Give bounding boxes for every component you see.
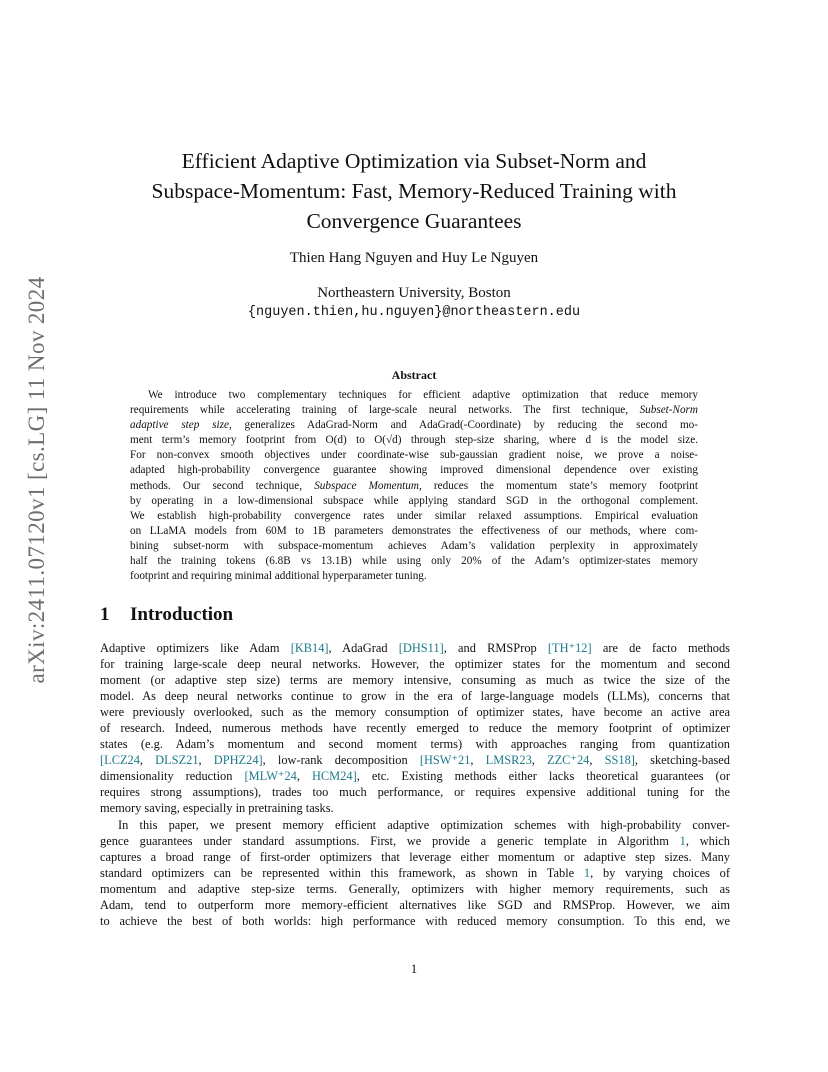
citation-link[interactable]: ZZC⁺24 (547, 753, 590, 768)
abstract-line: methods. Our second technique, Subspace Momentum, reduces the momentum state’s memory footprint (130, 479, 698, 492)
citation-link[interactable]: DPHZ24] (213, 753, 263, 768)
citation-link[interactable]: LMSR23 (485, 753, 532, 768)
abstract-line: requirements while accelerating training of large-scale neural networks. The first technique, Subset-Norm (130, 404, 698, 417)
author-list: Thien Hang Nguyen and Huy Le Nguyen (289, 250, 539, 266)
body-line: Adam, tend to outperform more memory-efficient alternatives like SGD and RMSProp. However, we aim (100, 897, 730, 912)
body-line: moment (or adaptive step size) terms are memory intensive, consuming as much as twice the size of the (100, 673, 730, 688)
section-title: Introduction (130, 604, 234, 625)
arxiv-identifier: arXiv:2411.07120v1 [cs.LG] 11 Nov 2024 (24, 276, 49, 684)
body-line: [LCZ24, DLSZ21, DPHZ24], low-rank decomposition [HSW⁺21, LMSR23, ZZC⁺24, SS18], sketching-based (100, 753, 730, 768)
introduction-body (100, 640, 730, 929)
citation-link[interactable]: HCM24] (311, 769, 357, 784)
body-line: were previously overlooked, such as the memory consumption of optimizer states, have become an active area (100, 705, 730, 720)
abstract-line: We introduce two complementary techniques for efficient adaptive optimization that reduce memory (148, 389, 698, 401)
body-line: requires strong assumptions), trades too much performance, or requires expensive additional tuning for the (100, 785, 730, 800)
citation-link[interactable]: [LCZ24 (100, 753, 140, 768)
citation-link[interactable]: [KB14] (290, 641, 329, 655)
page-number: 1 (410, 962, 418, 976)
abstract-line: For non-convex smooth objectives under coordinate-wise sub-gaussian gradient noise, we prove a noise- (130, 449, 698, 462)
citation-link[interactable]: [DHS11] (398, 641, 444, 655)
arxiv-sidebar-stamp (22, 276, 52, 684)
body-line: for training large-scale deep neural networks. However, the optimizer states for the momentum and second (100, 657, 730, 672)
abstract-line: half the training tokens (6.8B vs 13.1B) while using only 20% of the Adam’s optimizer-states memory (130, 555, 698, 568)
abstract-line: bining subset-norm with subspace-momentum achieves Adam’s validation perplexity in approximately (130, 539, 698, 552)
algorithm-ref-link[interactable]: 1 (679, 833, 686, 848)
section-heading-introduction (100, 604, 233, 626)
body-line: dimensionality reduction [MLW⁺24, HCM24], etc. Existing methods either lacks theoretical guarantees (or (100, 769, 730, 784)
citation-link[interactable]: SS18] (604, 753, 635, 768)
body-line: to achieve the best of both worlds: high performance with reduced memory consumption. To this end, we (100, 913, 730, 928)
title-line-3: Convergence Guarantees (306, 209, 522, 233)
abstract-body (130, 388, 698, 584)
abstract-line: ment term’s memory footprint from O(d) to O(√d) through step-size sharing, where d is the model size. (130, 434, 698, 447)
citation-link[interactable]: [HSW⁺21 (419, 753, 471, 768)
body-line: momentum and adaptive step-size terms. Generally, optimizers with higher memory requirements, such as (100, 881, 730, 896)
body-line: In this paper, we present memory efficient adaptive optimization schemes with high-probability conver- (118, 817, 730, 832)
citation-link[interactable]: DLSZ21 (155, 753, 199, 768)
affiliation-block (100, 284, 728, 322)
abstract-line: footprint and requiring minimal additional hyperparameter tuning. (130, 570, 427, 583)
abstract-line: adapted high-probability convergence guarantee showing improved dimensional dependence over existing (130, 464, 698, 477)
abstract-line: We establish high-probability convergence rates under similar relaxed assumptions. Empirical evaluation (130, 509, 698, 522)
abstract-line: by operating in a low-dimensional subspace while applying standard SGD in the orthogonal complement. (130, 494, 698, 507)
title-line-1: Efficient Adaptive Optimization via Subset-Norm and (181, 149, 647, 173)
body-line: memory saving, especially in pretraining tasks. (100, 801, 334, 816)
section-number: 1 (100, 604, 110, 625)
paper-title (100, 146, 728, 236)
abstract-line: on LLaMA models from 60M to 1B parameters demonstrates the effectiveness of our methods, where com- (130, 524, 698, 537)
title-line-2: Subspace-Momentum: Fast, Memory-Reduced Training with (151, 179, 677, 203)
body-line: of research. Indeed, numerous methods have recently emerged to reduce the memory footprint of optimizer (100, 721, 730, 736)
affiliation: Northeastern University, Boston (317, 285, 511, 301)
body-line: gence guarantees under standard assumptions. First, we provide a generic template in Algorithm 1, which (100, 833, 730, 848)
body-line: captures a broad range of first-order optimizers that leverage either momentum or adaptive step sizes. Many (100, 849, 730, 864)
body-line: states (e.g. Adam’s momentum and second moment terms) with approaches ranging from quantization (100, 737, 730, 752)
abstract-heading: Abstract (391, 368, 437, 382)
author-email: {nguyen.thien,hu.nguyen}@northeastern.edu (247, 305, 581, 320)
body-line: model. As deep neural networks continue to grow in the era of large-language models (LLMs), concerns that (100, 689, 730, 704)
citation-link[interactable]: [TH⁺12] (547, 641, 592, 655)
abstract-line: adaptive step size, generalizes AdaGrad-Norm and AdaGrad(-Coordinate) by reducing the second mo- (130, 419, 698, 432)
citation-link[interactable]: [MLW⁺24 (244, 769, 297, 784)
body-line: standard optimizers can be represented within this framework, as shown in Table 1, by varying choices of (100, 865, 730, 880)
table-ref-link[interactable]: 1 (583, 865, 591, 880)
body-line: Adaptive optimizers like Adam [KB14], AdaGrad [DHS11], and RMSProp [TH⁺12] are de facto methods (100, 641, 730, 655)
